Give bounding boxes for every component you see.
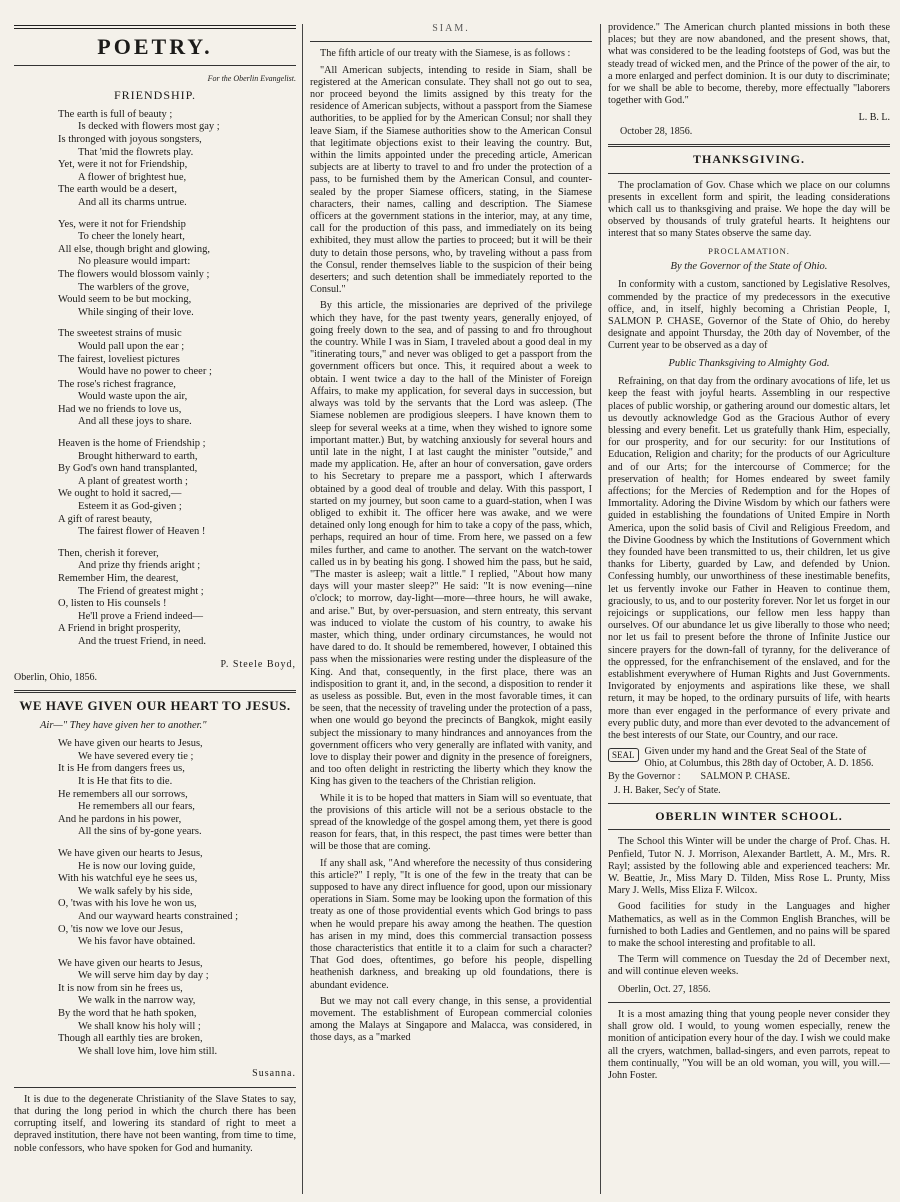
poem-line: It is He that fits to die. <box>78 775 173 787</box>
poem-line: That 'mid the flowrets play. <box>78 146 194 158</box>
poem-air: Air—" They have given her to another." <box>40 719 207 731</box>
poem-stanza <box>14 958 296 1059</box>
seal-text: Given under my hand and the Great Seal of the State of Ohio, at Columbus, this 28th day of October, A. D. 1856. <box>644 746 874 770</box>
poem-stanza <box>14 738 296 839</box>
thanksgiving-title: THANKSGIVING. <box>692 152 806 167</box>
poem-line: He remembers all our sorrows, <box>58 788 188 800</box>
poem-line: A plant of greatest worth ; <box>78 475 188 487</box>
poem-stanza <box>14 328 296 429</box>
poem-signature: P. Steele Boyd, <box>220 658 296 670</box>
article-header: SIAM. <box>432 23 470 34</box>
poem-line: And prize thy friends aright ; <box>78 560 201 572</box>
divider <box>310 41 592 42</box>
poem-line: The fairest flower of Heaven ! <box>78 526 206 538</box>
closing-paragraph: It is a most amazing thing that young people never consider they shall grow old. I would, to young women especially, renew the monition of anticipation every hour of the day. I wish we could make all the cryers, watchmen, ballad-singers, and even parrots, repeat to them continually, "You will be an old woman, you will, you will.—John Foster. <box>608 1009 890 1082</box>
divider <box>14 65 296 66</box>
thanksgiving-intro: The proclamation of Gov. Chase which we place on our columns presents in excellent form and spirit, the leading considerations which call us to thanksgiving and praise. We hope the day will be observed by thousands of truly grateful hearts. It heightens our interest that so many States observe the same day. <box>608 179 890 240</box>
by-governor: By the Governor : <box>608 771 681 783</box>
poem-line: While singing of their love. <box>78 306 194 318</box>
poem-line: It is now from sin he frees us, <box>58 982 183 994</box>
siam-paragraph: But we may not call every change, in this sense, a providential movement. The establishment of European commercial colonies among the Malays at Singapore and Malacca, was considered, in those days, as a "marked <box>310 995 592 1044</box>
siam-paragraph: If any shall ask, "And wherefore the necessity of thus considering this article?" I reply, "It is one of the few in the treaty that can be supposed to have any direct influence for good, upon our missionary operations in Siam. Some may be looking upon the formation of this treaty as one of those providential events which God brings to pass when he would prepare his away among the heathen. The question has arisen in my mind, does this commercial transaction possess those characteristics that entitle it to a claim for such a character? That God does, oftentimes, go before his people, dispelling heathenish darkness, and breaking up old foundations, there is abundant evidence. <box>310 857 592 991</box>
poem-line: We will serve him day by day ; <box>78 970 209 982</box>
divider <box>608 173 890 174</box>
poem-line: To cheer the lonely heart, <box>78 231 185 243</box>
column-rule <box>600 24 601 1194</box>
poem-stanza <box>14 548 296 649</box>
poem-line: He'll prove a Friend indeed— <box>78 610 203 622</box>
continuation-date: October 28, 1856. <box>620 125 693 137</box>
poem-hearts-to-jesus <box>14 738 296 1058</box>
seal-mark: SEAL <box>608 748 639 762</box>
poem-line: Had we no friends to love us, <box>58 403 182 415</box>
poem-line: We his favor have obtained. <box>78 936 196 948</box>
poem-place: Oberlin, Ohio, 1856. <box>14 671 98 683</box>
divider <box>608 1002 890 1003</box>
poem-line: Yet, were it not for Friendship, <box>58 159 188 171</box>
divider <box>14 1087 296 1088</box>
poem-line: O, 'tis now we love our Jesus, <box>58 923 183 935</box>
poem-line: A flower of brightest hue, <box>78 171 187 183</box>
poem-line: We ought to hold it sacred,— <box>58 488 182 500</box>
poem-line: Though all earthly ties are broken, <box>58 1033 203 1045</box>
seal-block <box>608 746 890 770</box>
byline: For the Oberlin Evangelist. <box>207 74 296 83</box>
poem-line: The Friend of greatest might ; <box>78 585 204 597</box>
poem-line: We shall know his holy will ; <box>78 1020 201 1032</box>
poem-line: Brought hitherward to earth, <box>78 450 198 462</box>
poem-line: Would pall upon the ear ; <box>78 340 185 352</box>
siam-article <box>310 48 592 1044</box>
poem-title: WE HAVE GIVEN OUR HEART TO JESUS. <box>19 698 291 714</box>
poem-line: A gift of rarest beauty, <box>58 513 153 525</box>
poem-line: The flowers would blossom vainly ; <box>58 268 210 280</box>
footnote-paragraph: It is due to the degenerate Christianity of the Slave States to say, that during the long period in which the church there has been corrupting itself, and lowering its standard of right to meet a depraved institution, there have not been wanting, from time to time, noble confessors, who have spoken for God and humanity. <box>14 1093 296 1154</box>
poem-line: And the truest Friend, in need. <box>78 635 207 647</box>
divider <box>608 829 890 830</box>
poem-line: A Friend in bright prosperity, <box>58 623 181 635</box>
divider <box>608 144 890 147</box>
poem-line: He remembers all our fears, <box>78 801 195 813</box>
poem-line: Is thronged with joyous songsters, <box>58 134 202 145</box>
poem-stanza <box>14 848 296 949</box>
poem-line: We walk safely by his side, <box>78 885 193 897</box>
poem-line: The rose's richest fragrance, <box>58 378 176 390</box>
poem-stanza <box>14 109 296 210</box>
proclamation-paragraph: Refraining, on that day from the ordinary avocations of life, let us keep the feast with joyful hearts. Assembling in our respective places of public worship, or gathering around our domestic altars, let us devoutly acknowledge God as the Gracious Author of every blessing and every benefit. Let us gratefully thank Him, especially, for our prosperity, and for our security: for our Institutions of Education, Religion and charity; for the products of our Agriculture and of our Arts; for the intercourse of Commerce; for the preservation of health; for Homes endeared by sweet family affections; for the Mercies of Redemption and for the Hopes of Immortality. Adoring the Divine Wisdom by which our fathers were guided in establishing the foundations of United Empire in North America, upon the solid basis of Civil and Religious Freedom, and the Divine Goodness by which the Institutions of Government which they founded have been transmitted to us, their children, let us give thanks for Liberty, guarded by Law, and defended by Union. Confessing humbly, our unworthiness of these inestimable benefits, let us fervently invoke our Father in Heaven to continue them, graciously, to us, and to our posterity forever. Nor let us forget in our rejoicings or supplications, our fellow men less happy than ourselves. Of our abundance let us give liberally to those who need; nor let us fail to present before the throne of Infinite Justice our sincere prayers for the down-fall of tyranny, for the deliverance of the oppressed, for the enfranchisement of the enslaved, and for the establishment everywhere of Human Rights and Just Governments. Invigorated by enjoyments and aspirations like these, we shall return, it may be hoped, to the ordinary pursuits of life, with hearts more than ever engaged in the performance of every private and every public duty, and more than ever devoted to the advancement of the best interests of our State, our Country, and our race. <box>608 376 890 741</box>
poem-line: The earth is full of beauty ; <box>58 108 173 120</box>
governor-name: SALMON P. CHASE. <box>700 771 790 783</box>
divider <box>14 690 296 693</box>
siam-paragraph: While it is to be hoped that matters in Siam will so eventuate, that the provisions of this article will not be a serious obstacle to the spread of the knowledge of the gospel among them, yet there is good reason for fears, that, in this respect, the past times were better than will be those that are coming. <box>310 792 592 853</box>
divider <box>608 803 890 804</box>
poem-line: All else, though bright and glowing, <box>58 243 210 255</box>
poem-line: The sweetest strains of music <box>58 328 182 340</box>
poem-line: Remember Him, the dearest, <box>58 573 179 584</box>
continuation-paragraph: providence." The American church planted missions in both these places; but they are now abandoned, and the present shows, that, what was considered to be the leading footsteps of God, was but the steady tread of wicked men, and the Prince of the power of the air, to a more enlarged and perfect dominion. It is our duty to discriminate; for we shall be able to become, thereby, more effectually "laborers together with God." <box>608 22 890 107</box>
poem-line: Then, cherish it forever, <box>58 547 159 559</box>
proclamation-by: By the Governor of the State of Ohio. <box>670 261 828 273</box>
header-rule <box>14 25 296 29</box>
poem-line: And our wayward hearts constrained ; <box>78 910 239 922</box>
poem-line: We have given our hearts to Jesus, <box>58 957 203 969</box>
poem-stanza <box>14 438 296 539</box>
governor-line <box>608 770 890 783</box>
secretary-line: J. H. Baker, Sec'y of State. <box>614 784 721 796</box>
poem-line: Would seem to be but mocking, <box>58 294 192 306</box>
continuation-signature: L. B. L. <box>858 112 890 124</box>
siam-paragraph: "All American subjects, intending to reside in Siam, shall be registered at the American consulate. They shall not go out to sea, nor proceed beyond the limits assigned by this treaty for the residence of American subjects, without a passport from the Siamese authorities, to be applied for by the American Consul; nor shall they leave Siam, if the Siamese authorities show to the American Consul that legitimate objections exist to their leaving the country. But, within the limits appointed under the preceding article, American subjects are at liberty to travel to and fro under the protection of a pass, to be furnished them by the American Consul, and counter-sealed by the proper Siamese officers, stating, in the Siamese characters, their names, calling and description. The Siamese officers at the government stations in the interior, may, at any time, call for the production of this pass, and immediately on its being exhibited, they must allow the parties to proceed; but it will be their duty to detain those persons, who, by traveling without a pass from the Consul, render themselves liable to the suspicion of their being deserters; and such detention shall be immediately reported to the Consul." <box>310 64 592 296</box>
poem-stanza <box>14 219 296 320</box>
school-paragraph: The Term will commence on Tuesday the 2d of December next, and will continue eleven weeks. <box>608 954 890 978</box>
poem-line: We have given our hearts to Jesus, <box>58 847 203 859</box>
poem-line: All the sins of by-gone years. <box>78 826 202 838</box>
poem-line: We have severed every tie ; <box>78 750 194 762</box>
poem-line: Is decked with flowers most gay ; <box>78 121 220 133</box>
poem-line: By God's own hand transplanted, <box>58 463 198 475</box>
poem-line: We shall love him, love him still. <box>78 1045 218 1057</box>
poem-line: The earth would be a desert, <box>58 184 177 196</box>
poem-line: Heaven is the home of Friendship ; <box>58 438 206 450</box>
school-paragraph: The School this Winter will be under the charge of Prof. Chas. H. Penfield, Tutor N. J. Morrison, Alexander Bartlett, A. M., Mrs. R. Rayl; assisted by the following able and experienced teachers: Mr. W. Beattie, Jr., Miss Mary D. Tilden, Miss Rose L. Prunty, Miss Mary J. Wells, Miss Eliza F. Wilcox. <box>608 836 890 897</box>
poem-line: The warblers of the grove, <box>78 281 190 293</box>
siam-paragraph: The fifth article of our treaty with the Siamese, is as follows : <box>320 48 571 60</box>
poem-signature: Susanna. <box>252 1068 296 1080</box>
poem-line: And all these joys to share. <box>78 416 192 428</box>
poetry-column <box>14 22 296 1159</box>
section-title: POETRY. <box>97 34 213 59</box>
poem-line: Esteem it as God-given ; <box>78 501 182 513</box>
poem-friendship <box>14 109 296 649</box>
poem-line: He is now our loving guide, <box>78 860 196 872</box>
column-rule <box>302 24 303 1194</box>
poem-line: With his watchful eye he sees us, <box>58 873 198 885</box>
siam-column <box>310 22 592 1049</box>
poem-line: And all its charms untrue. <box>78 196 187 208</box>
poem-line: O, listen to His counsels ! <box>58 598 167 610</box>
poem-line: O, 'twas with his love he won us, <box>58 898 197 910</box>
poem-line: Would have no power to cheer ; <box>78 366 212 378</box>
school-paragraph: Good facilities for study in the Languages and higher Mathematics, as well as in the Common English Branches, will be furnished to both Ladies and Gentlemen, and no pains will be spared to make the school interesting and profitable to all. <box>608 901 890 950</box>
poem-title: FRIENDSHIP. <box>113 88 196 103</box>
proclamation-day: Public Thanksgiving to Almighty God. <box>668 357 830 369</box>
proclamation-paragraph: In conformity with a custom, sanctioned by Legislative Resolves, commended by the practice of my predecessors in the executive office, and, in itself, highly becoming a Christian People, I, SALMON P. CHASE, Governor of the State of Ohio, do hereby designate and appoint Thursday, the 20th day of November, of the Current year to be observed as a day of <box>608 279 890 352</box>
poem-line: And he pardons in his power, <box>58 813 182 825</box>
poem-line: Yes, were it not for Friendship <box>58 218 186 230</box>
poem-line: It is He from dangers frees us, <box>58 763 185 775</box>
poem-line: By the word that he hath spoken, <box>58 1008 197 1020</box>
siam-paragraph: By this article, the missionaries are deprived of the privilege which they have, for the past twenty years, generally enjoyed, of going freely down to the sea, and of passing to and fro throughout the country. While I was in Siam, I traveled about a good deal in my "itinerating tours," and never was obliged to get a passport from the government officers but once. This, it required about a week to obtain. I went twice a day to the hall of the Minister of Foreign Affairs, to make my application, for several days in succession, but always was told by the servants that the Lord was asleep. (The Siamese noblemen are prodigious sleepers. I have known them to sleep for several weeks at a time, when they wished to ignore some important matter.) But, by watching anxiously for several hours and until late in the night, I at last caught the minister "outside," and made my application. He, after an hour of conversation, gave orders to his Secretary to prepare me a passport, which I afterwards obtained by a good deal of trouble and delay. With this passport, I started on my journey, but soon came to a guard-station, when I was obliged to exhibit it. The officer here was awake, and we were detained only long enough for him to take a copy of the pass, which, perhaps, required an hour of time. From here, we passed on a few miles further, and came to another. The servant on the watch-tower called us in by beating his gong. I showed him the pass, but he said, "The master is asleep; wait a little." I replied, "About how many days will your master sleep?" He said: "It is now evening—nine o'clock; to morrow, day-light—more—three hours, he will awake, and arise." But, by over-persuasion, and stern entreaty, this servant was induced to violate the custom of his country, to awake his master, which thing, under ordinary circumstances, he would not have dared to do. It should be remembered, however, I obtained this pass when the missionaries were resting under the displeasure of the King. And that, consequently, in the first place, there was an indisposition to grant it, and, in the second, a disposition to render it as useless as possible. But, even in the most favorable times, it can be seen, that the necessity of traveling under the protection of a pass, when one would go beyond the precincts of Bangkok, might easily subject the missionary to many hindrances and annoyances from the government officers who very generally are inflated with vanity, and love to display their power and dignity in the presence of foreigners, and too often delight in restricting the liberty which they know the King has given to the teachers of the Christian religion. <box>310 300 592 788</box>
poem-line: Would waste upon the air, <box>78 391 188 403</box>
poem-line: We walk in the narrow way, <box>78 995 196 1007</box>
poem-line: We have given our hearts to Jesus, <box>58 738 203 750</box>
poem-line: The fairest, loveliest pictures <box>58 353 180 365</box>
proclamation-label: PROCLAMATION. <box>708 245 790 256</box>
right-column <box>608 22 890 1086</box>
poem-line: No pleasure would impart: <box>78 256 191 268</box>
school-date: Oberlin, Oct. 27, 1856. <box>618 983 711 995</box>
school-title: OBERLIN WINTER SCHOOL. <box>655 809 843 823</box>
